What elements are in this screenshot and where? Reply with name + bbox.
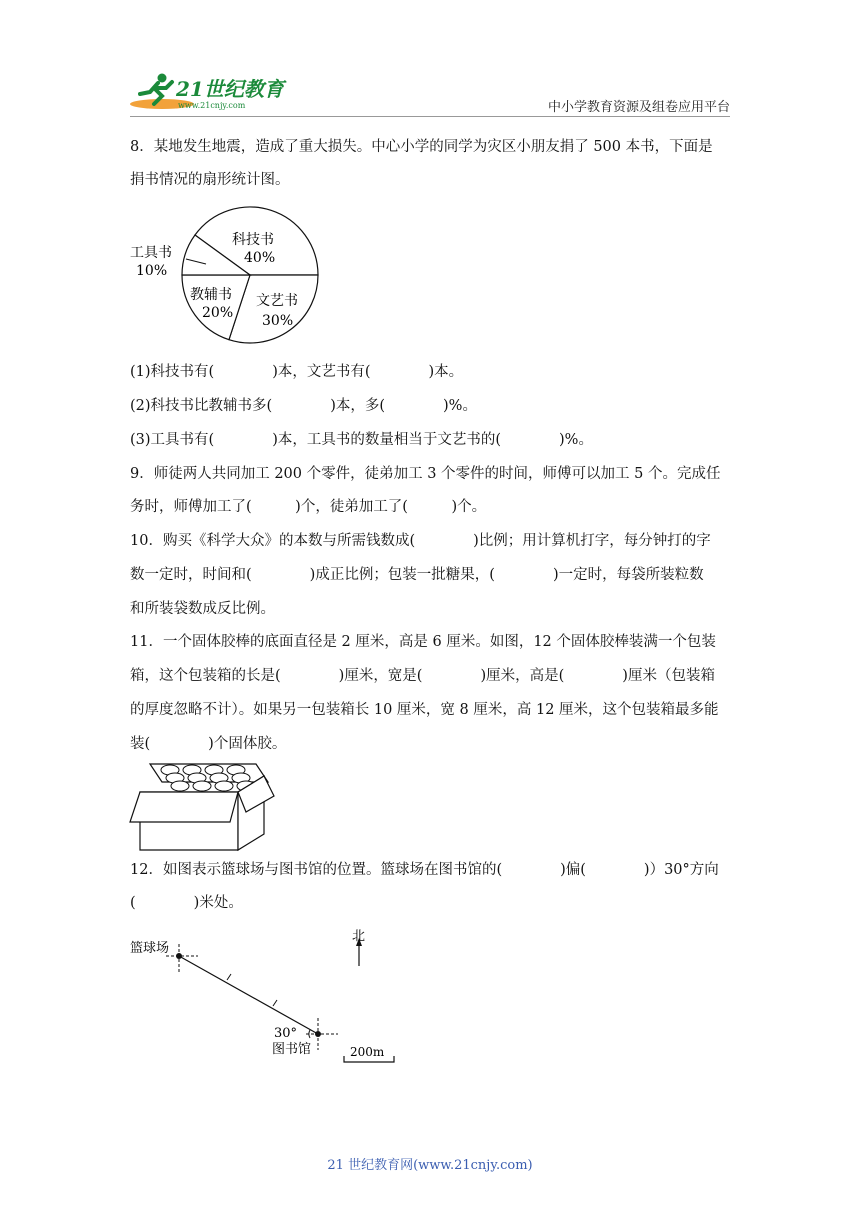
- q12-line1: 12．如图表示篮球场与图书馆的位置。篮球场在图书馆的( )偏( )）30°方向: [130, 862, 719, 878]
- q8-line1: 8．某地发生地震，造成了重大损失。中心小学的同学为灾区小朋友捐了 500 本书，下面是: [130, 139, 713, 155]
- q11-line1: 11．一个固体胶棒的底面直径是 2 厘米，高是 6 厘米。如图，12 个固体胶棒装满一个包装: [130, 634, 716, 650]
- q8-sub3: (3)工具书有( )本，工具书的数量相当于文艺书的( )%。: [130, 432, 593, 448]
- glue-box-figure: [128, 758, 276, 854]
- runner-logo-icon: [124, 70, 294, 114]
- q12-line2: ( )米处。: [130, 895, 243, 911]
- court-label: 篮球场: [130, 941, 170, 956]
- q9-line1: 9．师徒两人共同加工 200 个零件，徒弟加工 3 个零件的时间，师傅可以加工 5 个。完成任: [130, 466, 721, 482]
- pie-chart: [126, 202, 326, 348]
- q11-line2: 箱，这个包装箱的长是( )厘米，宽是( )厘米，高是( )厘米（包装箱: [130, 668, 715, 684]
- q8-line2: 捐书情况的扇形统计图。: [130, 172, 290, 188]
- pie-label-tech: 科技书: [232, 232, 274, 248]
- q10-line1: 10．购买《科学大众》的本数与所需钱数成( )比例；用计算机打字，每分钟打的字: [130, 533, 711, 549]
- pie-label-tool: 工具书: [130, 245, 172, 261]
- q11-line4: 装( )个固体胶。: [130, 736, 287, 752]
- logo-main-text: 21世纪教育: [176, 77, 284, 101]
- q10-line3: 和所装袋数成反比例。: [130, 601, 275, 617]
- logo: [124, 70, 294, 114]
- library-label: 图书馆: [272, 1042, 312, 1057]
- pie-value-art: 30%: [262, 313, 294, 329]
- q11-line3: 的厚度忽略不计）。如果另一包装箱长 10 厘米，宽 8 厘米，高 12 厘米，这个包装箱最多能: [130, 702, 719, 718]
- header-platform-text: 中小学教育资源及组卷应用平台: [547, 100, 730, 115]
- location-map: [126, 924, 416, 1068]
- footer-text: 21 世纪教育网(www.21cnjy.com): [327, 1158, 533, 1173]
- pie-value-tutor: 20%: [202, 305, 234, 321]
- library-point: [315, 1031, 321, 1037]
- q9-line2: 务时，师傅加工了( )个，徒弟加工了( )个。: [130, 499, 487, 515]
- header-divider: [130, 116, 730, 117]
- logo-sub-text: www.21cnjy.com: [178, 101, 246, 110]
- court-library-line: [179, 956, 318, 1034]
- pie-value-tech: 40%: [244, 250, 276, 266]
- q10-line2: 数一定时，时间和( )成正比例；包装一批糖果，( )一定时，每袋所装粒数: [130, 567, 704, 583]
- pie-label-art: 文艺书: [256, 293, 298, 309]
- pie-label-tutor: 教辅书: [190, 287, 232, 303]
- q8-sub2: (2)科技书比教辅书多( )本，多( )%。: [130, 398, 477, 414]
- pie-value-tool: 10%: [136, 263, 168, 279]
- q8-sub1: (1)科技书有( )本，文艺书有( )本。: [130, 364, 464, 380]
- angle-label: 30°: [274, 1026, 298, 1041]
- scale-label: 200m: [350, 1045, 385, 1059]
- north-label: 北: [352, 929, 366, 944]
